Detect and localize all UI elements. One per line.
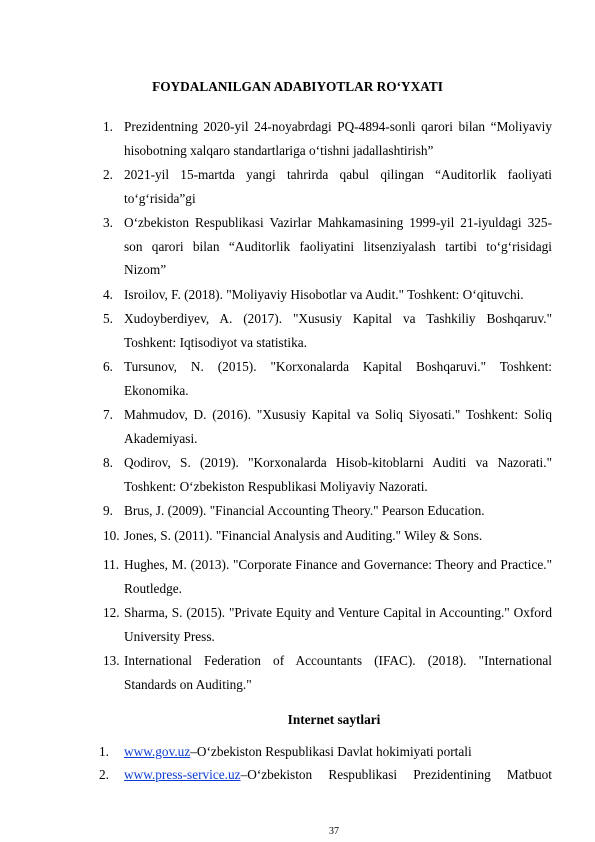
reference-number: 12. [103, 605, 120, 620]
reference-text: Prezidentning 2020-yil 24-noyabrdagi PQ-4894-sonli qarori bilan “Moliyaviy hisobotning xalqaro standartlariga o‘tishni jadallashtirish” [124, 119, 552, 158]
page-number: 37 [329, 826, 339, 837]
reference-number: 11. [103, 557, 120, 572]
reference-text: Xudoyberdiyev, A. (2017). "Xususiy Kapital va Tashkiliy Boshqaruv." Toshkent: Iqtisodiyot va statistika. [124, 311, 552, 350]
reference-number: 2. [103, 167, 113, 182]
reference-number: 4. [103, 286, 113, 302]
reference-text: Isroilov, F. (2018). "Moliyaviy Hisobotlar va Audit." Toshkent: O‘qituvchi. [124, 286, 524, 302]
reference-item-5 [103, 307, 552, 354]
reference-text: Mahmudov, D. (2016). "Xususiy Kapital va Soliq Siyosati." Toshkent: Soliq Akademiyasi. [124, 407, 552, 446]
reference-text: Qodirov, S. (2019). "Korxonalarda Hisob-kitoblarni Auditi va Nazorati." Toshkent: O‘zbekiston Respublikasi Moliyaviy Nazorati. [124, 455, 552, 494]
reference-item-12 [103, 601, 552, 648]
reference-number: 7. [103, 407, 113, 422]
reference-number: 3. [103, 215, 113, 230]
reference-number: 6. [103, 359, 113, 374]
reference-item-7 [103, 403, 552, 450]
reference-number: 1. [103, 119, 113, 134]
reference-number: 8. [103, 455, 113, 470]
reference-number: 5. [103, 311, 113, 326]
site-number: 2. [99, 767, 109, 782]
reference-text: Jones, S. (2011). "Financial Analysis and Auditing." Wiley & Sons. [124, 527, 483, 543]
site-description: –O‘zbekiston Respublikasi Prezidentining Matbuot [240, 767, 552, 782]
reference-item-9 [103, 499, 552, 523]
references-list [103, 115, 552, 697]
reference-item-11 [103, 553, 552, 600]
reference-text: International Federation of Accountants (IFAC). (2018). "International Standards on Auditing." [124, 653, 552, 692]
reference-text: Hughes, M. (2013). "Corporate Finance and Governance: Theory and Practice." Routledge. [124, 557, 552, 596]
reference-item-6 [103, 355, 552, 402]
internet-site-item-2 [99, 763, 552, 786]
site-link[interactable]: www.gov.uz [124, 744, 191, 759]
page-title: FOYDALANILGAN ADABIYOTLAR RO‘YXATI [152, 79, 443, 94]
reference-text: 2021-yil 15-martda yangi tahrirda qabul qilingan “Auditorlik faoliyati to‘g‘risida”gi [124, 167, 552, 206]
reference-item-1 [103, 115, 552, 162]
site-description: –O‘zbekiston Respublikasi Davlat hokimiyati portali [190, 744, 472, 759]
internet-sites-list [99, 740, 552, 786]
site-number: 1. [99, 744, 109, 759]
reference-number: 9. [103, 503, 113, 518]
reference-item-10 [103, 524, 552, 548]
reference-item-2 [103, 163, 552, 210]
reference-text: Sharma, S. (2015). "Private Equity and Venture Capital in Accounting." Oxford University Press. [124, 605, 552, 644]
reference-number: 10. [103, 527, 120, 543]
internet-site-item-1 [99, 740, 552, 763]
reference-item-13 [103, 649, 552, 696]
internet-section-title: Internet saytlari [287, 712, 381, 727]
reference-item-8 [103, 451, 552, 498]
reference-item-3 [103, 211, 552, 282]
reference-text: Brus, J. (2009). "Financial Accounting Theory." Pearson Education. [124, 503, 485, 518]
reference-text: O‘zbekiston Respublikasi Vazirlar Mahkamasining 1999-yil 21-iyuldagi 325-son qarori bilan “Auditorlik faoliyatini litsenziyalash tartibi to‘g‘risidagi Nizom” [124, 215, 552, 277]
reference-item-4 [103, 283, 552, 307]
site-link[interactable]: www.press-service.uz [124, 767, 241, 782]
reference-text: Tursunov, N. (2015). "Korxonalarda Kapital Boshqaruvi." Toshkent: Ekonomika. [124, 359, 552, 398]
reference-number: 13. [103, 653, 120, 668]
